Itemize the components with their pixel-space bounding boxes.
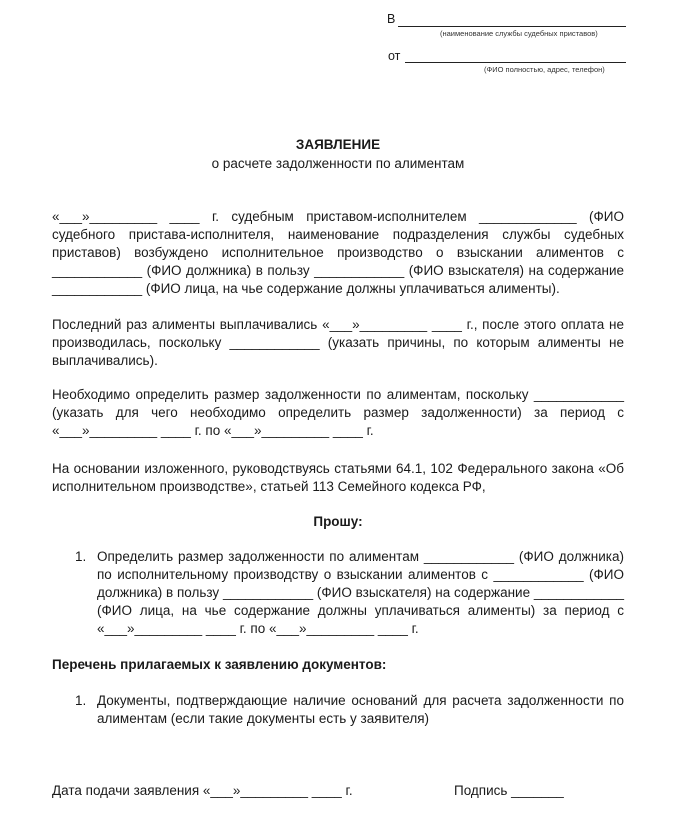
to-hint: (наименование службы судебных приставов) xyxy=(440,29,598,38)
from-field-line xyxy=(405,62,626,63)
request-heading: Прошу: xyxy=(313,514,363,529)
para3-line: «___»_________ ____ г. по «___»_________ ____ г. xyxy=(52,423,374,438)
request-item-line: по исполнительному производству о взыскании алиментов с ____________ (ФИО xyxy=(97,567,624,582)
para1-line: ____________ (ФИО лица, на чье содержание должны уплачиваться алименты). xyxy=(52,281,560,296)
from-hint: (ФИО полностью, адрес, телефон) xyxy=(484,65,605,74)
signature-field: Подпись _______ xyxy=(454,783,564,798)
document-subtitle: о расчете задолженности по алиментам xyxy=(211,156,465,171)
request-item-line: (ФИО лица, на чье содержание должны уплачиваться алименты) за период с xyxy=(97,603,624,618)
para3-line: (указать для чего необходимо определить размер задолженности) за период с xyxy=(52,405,624,420)
para1-line: ____________ (ФИО должника) в пользу ____________ (ФИО взыскателя) на содержание xyxy=(52,263,624,278)
para1-line: приставов) возбуждено исполнительное производство о взыскании алиментов с xyxy=(52,245,624,260)
attachments-heading: Перечень прилагаемых к заявлению документов: xyxy=(52,657,387,672)
to-label: В xyxy=(387,12,396,26)
document-title: ЗАЯВЛЕНИЕ xyxy=(295,137,381,152)
attachment-item-line: алиментам (если такие документы есть у заявителя) xyxy=(97,711,430,726)
from-label: от xyxy=(388,49,401,63)
request-item-line: должника) в пользу ____________ (ФИО взыскателя) на содержание ____________ xyxy=(97,585,624,600)
attachment-item-line: Документы, подтверждающие наличие оснований для расчета задолженности по xyxy=(97,693,624,708)
para2-line: производилась, поскольку ____________ (указать причины, по которым алименты не xyxy=(52,335,624,350)
to-field-line xyxy=(398,26,626,27)
para4-line: На основании изложенного, руководствуясь статьями 64.1, 102 Федерального закона «Об xyxy=(52,461,624,476)
para4-line: исполнительном производстве», статьей 113 Семейного кодекса РФ, xyxy=(52,479,486,494)
para2-line: Последний раз алименты выплачивались «___»_________ ____ г., после этого оплата не xyxy=(52,317,624,332)
request-item-line: Определить размер задолженности по алиментам ____________ (ФИО должника) xyxy=(97,549,624,564)
submission-date: Дата подачи заявления «___»_________ ____ г. xyxy=(52,783,353,798)
request-item-line: «___»_________ ____ г. по «___»_________ ____ г. xyxy=(97,621,419,636)
para3-line: Необходимо определить размер задолженности по алиментам, поскольку ____________ xyxy=(52,387,624,402)
request-item-number: 1. xyxy=(75,549,87,564)
para2-line: выплачивались). xyxy=(52,353,158,368)
para1-line: «___»_________ ____ г. судебным приставом-исполнителем _____________ (ФИО xyxy=(52,209,624,224)
attachment-item-number: 1. xyxy=(75,693,87,708)
para1-line: судебного пристава-исполнителя, наименование подразделения службы судебных xyxy=(52,227,624,242)
